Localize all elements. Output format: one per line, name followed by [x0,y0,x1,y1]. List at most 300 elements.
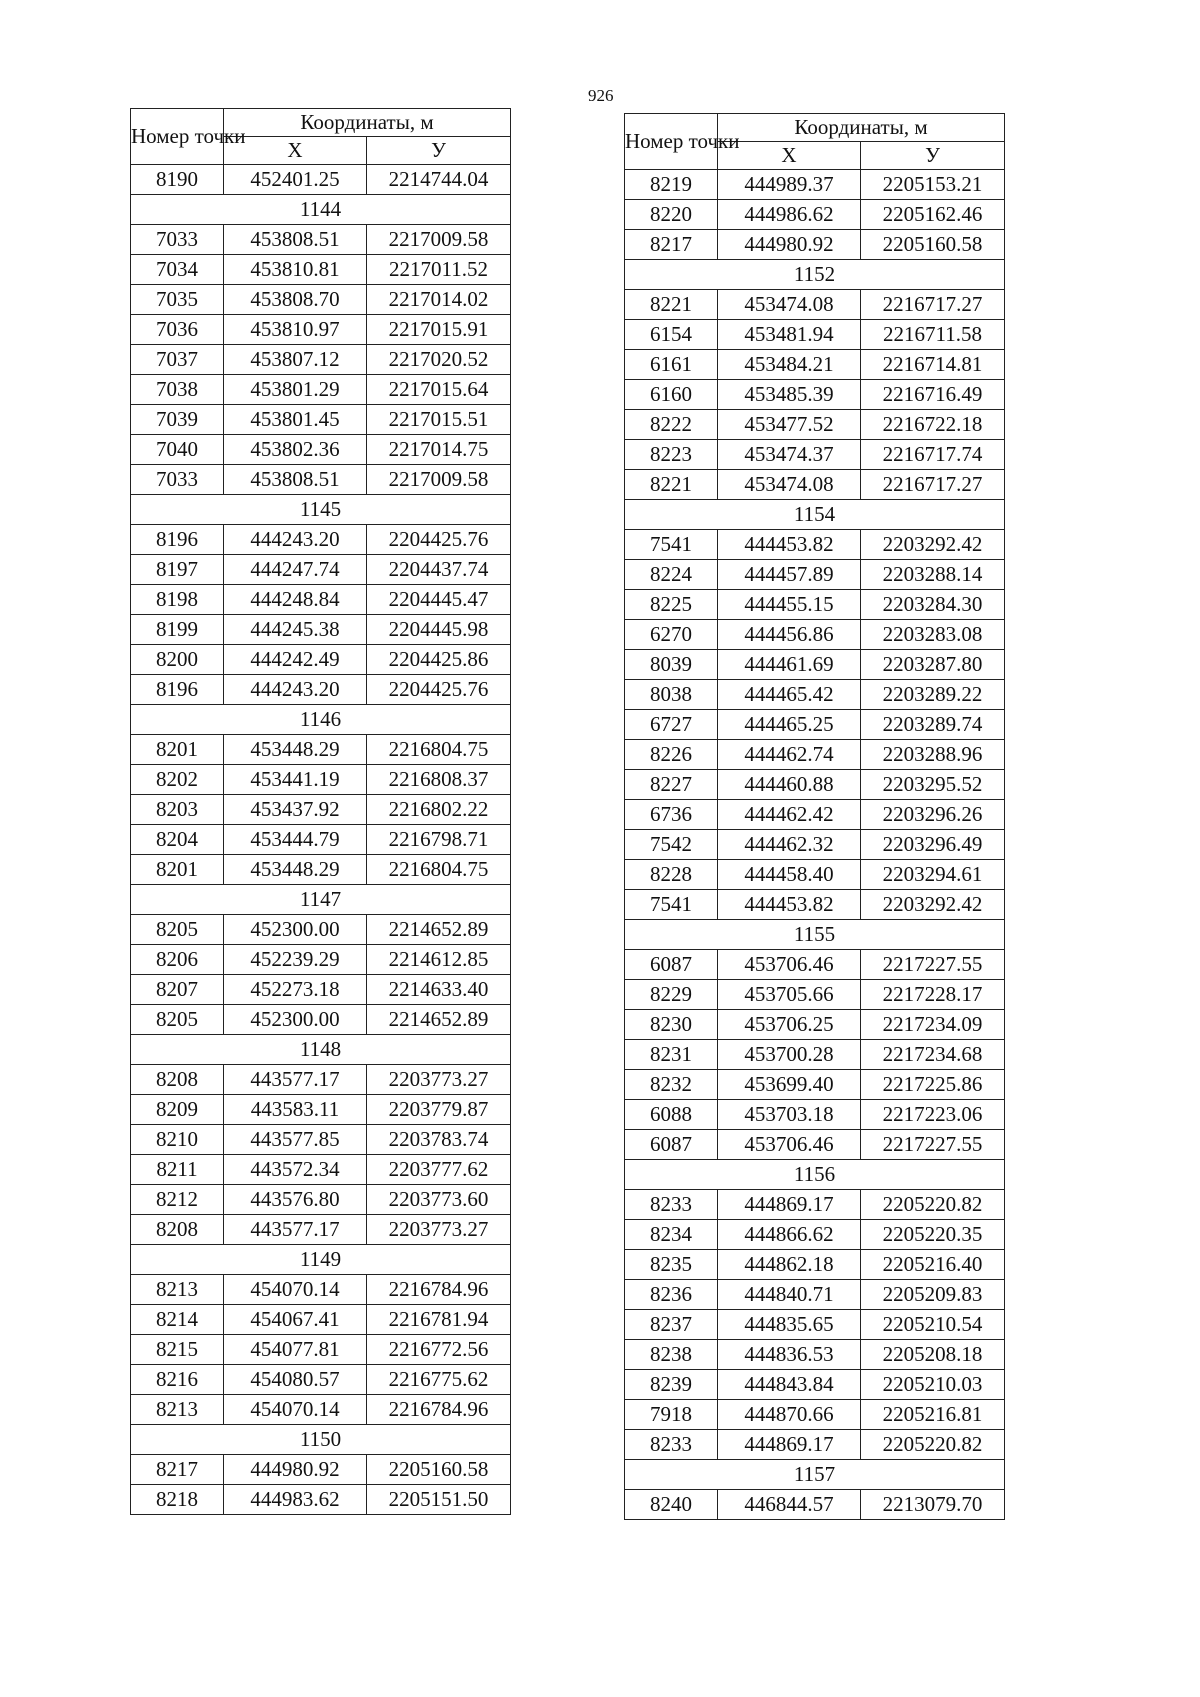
point-number-cell: 6088 [625,1100,718,1130]
x-coordinate-cell: 453484.21 [718,350,861,380]
y-coordinate-cell: 2203289.74 [861,710,1005,740]
y-coordinate-cell: 2203287.80 [861,650,1005,680]
x-coordinate-cell: 444456.86 [718,620,861,650]
y-coordinate-cell: 2214744.04 [367,165,511,195]
section-number: 1148 [131,1035,511,1065]
section-row [131,195,511,225]
y-coordinate-cell: 2203288.96 [861,740,1005,770]
x-coordinate-cell: 444870.66 [718,1400,861,1430]
y-coordinate-cell: 2214633.40 [367,975,511,1005]
y-coordinate-cell: 2216804.75 [367,855,511,885]
section-row [131,885,511,915]
x-coordinate-cell: 443583.11 [224,1095,367,1125]
y-coordinate-cell: 2205209.83 [861,1280,1005,1310]
y-coordinate-cell: 2217225.86 [861,1070,1005,1100]
table-row [625,800,1005,830]
y-coordinate-cell: 2205160.58 [861,230,1005,260]
x-coordinate-cell: 446844.57 [718,1490,861,1520]
point-number-cell: 8230 [625,1010,718,1040]
y-coordinate-cell: 2203773.27 [367,1215,511,1245]
point-number-cell: 8233 [625,1430,718,1460]
point-number-cell: 8228 [625,860,718,890]
header-x: Х [718,142,861,170]
point-number-cell: 8213 [131,1395,224,1425]
y-coordinate-cell: 2205210.54 [861,1310,1005,1340]
point-number-cell: 8226 [625,740,718,770]
point-number-cell: 8218 [131,1485,224,1515]
y-coordinate-cell: 2205220.35 [861,1220,1005,1250]
table-row [625,710,1005,740]
table-row [131,675,511,705]
table-row [625,950,1005,980]
point-number-cell: 8210 [131,1125,224,1155]
table-row [131,555,511,585]
table-row [625,1190,1005,1220]
x-coordinate-cell: 444862.18 [718,1250,861,1280]
section-number: 1150 [131,1425,511,1455]
table-row [625,1430,1005,1460]
x-coordinate-cell: 444835.65 [718,1310,861,1340]
x-coordinate-cell: 453448.29 [224,735,367,765]
x-coordinate-cell: 453703.18 [718,1100,861,1130]
y-coordinate-cell: 2203779.87 [367,1095,511,1125]
point-number-cell: 7040 [131,435,224,465]
point-number-cell: 8208 [131,1065,224,1095]
y-coordinate-cell: 2217015.51 [367,405,511,435]
point-number-cell: 7033 [131,225,224,255]
y-coordinate-cell: 2205210.03 [861,1370,1005,1400]
coordinates-table-right [624,113,1005,1520]
table-row [131,405,511,435]
y-coordinate-cell: 2205160.58 [367,1455,511,1485]
table-body [625,170,1005,1520]
point-number-cell: 8220 [625,200,718,230]
point-number-cell: 8227 [625,770,718,800]
section-number: 1157 [625,1460,1005,1490]
table-row [625,1400,1005,1430]
y-coordinate-cell: 2216784.96 [367,1275,511,1305]
x-coordinate-cell: 452300.00 [224,1005,367,1035]
section-number: 1146 [131,705,511,735]
table-row [131,1005,511,1035]
point-number-cell: 7036 [131,315,224,345]
y-coordinate-cell: 2216775.62 [367,1365,511,1395]
table-row [131,645,511,675]
y-coordinate-cell: 2217009.58 [367,225,511,255]
table-row [131,585,511,615]
table-row [625,410,1005,440]
x-coordinate-cell: 453810.97 [224,315,367,345]
section-row [131,495,511,525]
point-number-cell: 6736 [625,800,718,830]
table-row [625,680,1005,710]
y-coordinate-cell: 2203296.49 [861,830,1005,860]
point-number-cell: 7542 [625,830,718,860]
table-row [625,860,1005,890]
table-row [131,375,511,405]
y-coordinate-cell: 2204425.76 [367,675,511,705]
x-coordinate-cell: 444869.17 [718,1190,861,1220]
point-number-cell: 6161 [625,350,718,380]
y-coordinate-cell: 2217015.91 [367,315,511,345]
table-row [625,890,1005,920]
y-coordinate-cell: 2203295.52 [861,770,1005,800]
point-number-cell: 8239 [625,1370,718,1400]
table-row [131,1335,511,1365]
table-row [625,560,1005,590]
header-y: У [367,137,511,165]
table-row [131,315,511,345]
point-number-cell: 8038 [625,680,718,710]
x-coordinate-cell: 444980.92 [224,1455,367,1485]
point-number-cell: 8221 [625,470,718,500]
y-coordinate-cell: 2205208.18 [861,1340,1005,1370]
table-row [131,1155,511,1185]
table-row [625,1010,1005,1040]
x-coordinate-cell: 453810.81 [224,255,367,285]
y-coordinate-cell: 2203289.22 [861,680,1005,710]
y-coordinate-cell: 2216717.74 [861,440,1005,470]
table-row [625,380,1005,410]
section-number: 1147 [131,885,511,915]
x-coordinate-cell: 443577.85 [224,1125,367,1155]
y-coordinate-cell: 2216722.18 [861,410,1005,440]
x-coordinate-cell: 453481.94 [718,320,861,350]
point-number-cell: 8205 [131,1005,224,1035]
x-coordinate-cell: 444453.82 [718,530,861,560]
x-coordinate-cell: 443572.34 [224,1155,367,1185]
x-coordinate-cell: 444245.38 [224,615,367,645]
y-coordinate-cell: 2217015.64 [367,375,511,405]
x-coordinate-cell: 453706.46 [718,950,861,980]
y-coordinate-cell: 2203284.30 [861,590,1005,620]
x-coordinate-cell: 444243.20 [224,675,367,705]
y-coordinate-cell: 2217227.55 [861,950,1005,980]
y-coordinate-cell: 2205162.46 [861,200,1005,230]
table-row [131,1215,511,1245]
y-coordinate-cell: 2203288.14 [861,560,1005,590]
header-point-number: Номер точки [625,114,718,170]
point-number-cell: 8213 [131,1275,224,1305]
header-y: У [861,142,1005,170]
header-coordinates: Координаты, м [224,109,511,137]
x-coordinate-cell: 453699.40 [718,1070,861,1100]
x-coordinate-cell: 443576.80 [224,1185,367,1215]
section-number: 1144 [131,195,511,225]
x-coordinate-cell: 453808.51 [224,465,367,495]
table-row [131,1455,511,1485]
point-number-cell: 8214 [131,1305,224,1335]
x-coordinate-cell: 444465.42 [718,680,861,710]
x-coordinate-cell: 453441.19 [224,765,367,795]
section-row [131,1245,511,1275]
point-number-cell: 8221 [625,290,718,320]
x-coordinate-cell: 453477.52 [718,410,861,440]
x-coordinate-cell: 444457.89 [718,560,861,590]
table-row [625,470,1005,500]
y-coordinate-cell: 2217009.58 [367,465,511,495]
section-row [625,920,1005,950]
section-number: 1149 [131,1245,511,1275]
y-coordinate-cell: 2205216.40 [861,1250,1005,1280]
point-number-cell: 8222 [625,410,718,440]
y-coordinate-cell: 2216798.71 [367,825,511,855]
coordinates-table-left [130,108,511,1515]
x-coordinate-cell: 444462.32 [718,830,861,860]
section-number: 1145 [131,495,511,525]
header-point-number: Номер точки [131,109,224,165]
table-row [131,975,511,1005]
y-coordinate-cell: 2216711.58 [861,320,1005,350]
x-coordinate-cell: 444869.17 [718,1430,861,1460]
point-number-cell: 8237 [625,1310,718,1340]
table-row [625,830,1005,860]
x-coordinate-cell: 444465.25 [718,710,861,740]
table-row [131,435,511,465]
table-row [625,230,1005,260]
x-coordinate-cell: 444843.84 [718,1370,861,1400]
point-number-cell: 8223 [625,440,718,470]
table-row [131,945,511,975]
x-coordinate-cell: 453474.08 [718,470,861,500]
section-row [625,260,1005,290]
x-coordinate-cell: 444247.74 [224,555,367,585]
y-coordinate-cell: 2217234.68 [861,1040,1005,1070]
y-coordinate-cell: 2205216.81 [861,1400,1005,1430]
y-coordinate-cell: 2204425.86 [367,645,511,675]
point-number-cell: 8039 [625,650,718,680]
x-coordinate-cell: 444460.88 [718,770,861,800]
table-row [625,290,1005,320]
y-coordinate-cell: 2216717.27 [861,470,1005,500]
table-row [625,590,1005,620]
table-row [131,225,511,255]
point-number-cell: 8224 [625,560,718,590]
section-number: 1152 [625,260,1005,290]
y-coordinate-cell: 2216784.96 [367,1395,511,1425]
header-x: Х [224,137,367,165]
x-coordinate-cell: 444453.82 [718,890,861,920]
table-row [131,915,511,945]
table-row [625,1490,1005,1520]
table-row [625,1340,1005,1370]
y-coordinate-cell: 2216804.75 [367,735,511,765]
table-row [625,770,1005,800]
x-coordinate-cell: 454070.14 [224,1275,367,1305]
y-coordinate-cell: 2203294.61 [861,860,1005,890]
table-row [625,1130,1005,1160]
point-number-cell: 8231 [625,1040,718,1070]
point-number-cell: 8201 [131,855,224,885]
y-coordinate-cell: 2203283.08 [861,620,1005,650]
x-coordinate-cell: 454080.57 [224,1365,367,1395]
table-row [131,1125,511,1155]
x-coordinate-cell: 444461.69 [718,650,861,680]
y-coordinate-cell: 2217227.55 [861,1130,1005,1160]
header-coordinates: Координаты, м [718,114,1005,142]
y-coordinate-cell: 2204437.74 [367,555,511,585]
point-number-cell: 8233 [625,1190,718,1220]
point-number-cell: 8229 [625,980,718,1010]
table-row [131,735,511,765]
point-number-cell: 7918 [625,1400,718,1430]
table-row [131,1485,511,1515]
x-coordinate-cell: 453444.79 [224,825,367,855]
x-coordinate-cell: 453474.37 [718,440,861,470]
x-coordinate-cell: 454067.41 [224,1305,367,1335]
point-number-cell: 7037 [131,345,224,375]
table-row [625,1100,1005,1130]
x-coordinate-cell: 444989.37 [718,170,861,200]
point-number-cell: 8217 [131,1455,224,1485]
y-coordinate-cell: 2214652.89 [367,1005,511,1035]
point-number-cell: 6087 [625,1130,718,1160]
x-coordinate-cell: 453801.45 [224,405,367,435]
section-row [625,1460,1005,1490]
x-coordinate-cell: 452300.00 [224,915,367,945]
table-row [131,345,511,375]
point-number-cell: 8196 [131,675,224,705]
point-number-cell: 8225 [625,590,718,620]
point-number-cell: 8208 [131,1215,224,1245]
table-row [625,1220,1005,1250]
table-row [131,855,511,885]
table-row [625,1370,1005,1400]
section-number: 1155 [625,920,1005,950]
x-coordinate-cell: 453807.12 [224,345,367,375]
point-number-cell: 7541 [625,530,718,560]
y-coordinate-cell: 2205153.21 [861,170,1005,200]
table-row [625,1280,1005,1310]
point-number-cell: 8219 [625,170,718,200]
y-coordinate-cell: 2216716.49 [861,380,1005,410]
table-row [131,1185,511,1215]
y-coordinate-cell: 2203292.42 [861,530,1005,560]
table-row [131,1065,511,1095]
y-coordinate-cell: 2217234.09 [861,1010,1005,1040]
x-coordinate-cell: 443577.17 [224,1065,367,1095]
table-row [131,1365,511,1395]
y-coordinate-cell: 2216802.22 [367,795,511,825]
table-row [131,285,511,315]
x-coordinate-cell: 444455.15 [718,590,861,620]
x-coordinate-cell: 453706.46 [718,1130,861,1160]
x-coordinate-cell: 452239.29 [224,945,367,975]
y-coordinate-cell: 2203783.74 [367,1125,511,1155]
point-number-cell: 8235 [625,1250,718,1280]
table-row [625,170,1005,200]
table-row [625,650,1005,680]
x-coordinate-cell: 444836.53 [718,1340,861,1370]
point-number-cell: 8234 [625,1220,718,1250]
page-number: 926 [588,86,614,105]
table-row [625,620,1005,650]
table-row [131,165,511,195]
y-coordinate-cell: 2217011.52 [367,255,511,285]
point-number-cell: 7035 [131,285,224,315]
y-coordinate-cell: 2217020.52 [367,345,511,375]
table-row [625,1250,1005,1280]
point-number-cell: 8196 [131,525,224,555]
table-row [625,1070,1005,1100]
y-coordinate-cell: 2204445.98 [367,615,511,645]
x-coordinate-cell: 444986.62 [718,200,861,230]
y-coordinate-cell: 2216714.81 [861,350,1005,380]
section-row [131,1035,511,1065]
x-coordinate-cell: 443577.17 [224,1215,367,1245]
table-row [625,740,1005,770]
point-number-cell: 6160 [625,380,718,410]
point-number-cell: 8216 [131,1365,224,1395]
point-number-cell: 8215 [131,1335,224,1365]
table-row [625,200,1005,230]
y-coordinate-cell: 2214652.89 [367,915,511,945]
x-coordinate-cell: 453808.51 [224,225,367,255]
point-number-cell: 6270 [625,620,718,650]
x-coordinate-cell: 444243.20 [224,525,367,555]
point-number-cell: 7038 [131,375,224,405]
y-coordinate-cell: 2216717.27 [861,290,1005,320]
point-number-cell: 8212 [131,1185,224,1215]
table-row [625,320,1005,350]
y-coordinate-cell: 2217014.02 [367,285,511,315]
section-number: 1154 [625,500,1005,530]
point-number-cell: 8240 [625,1490,718,1520]
x-coordinate-cell: 453802.36 [224,435,367,465]
point-number-cell: 8190 [131,165,224,195]
x-coordinate-cell: 453808.70 [224,285,367,315]
x-coordinate-cell: 453448.29 [224,855,367,885]
x-coordinate-cell: 453485.39 [718,380,861,410]
table-row [625,1040,1005,1070]
x-coordinate-cell: 444980.92 [718,230,861,260]
x-coordinate-cell: 444462.42 [718,800,861,830]
y-coordinate-cell: 2216808.37 [367,765,511,795]
table-row [131,765,511,795]
section-row [131,1425,511,1455]
y-coordinate-cell: 2213079.70 [861,1490,1005,1520]
point-number-cell: 7039 [131,405,224,435]
point-number-cell: 8201 [131,735,224,765]
table-row [131,255,511,285]
y-coordinate-cell: 2217014.75 [367,435,511,465]
point-number-cell: 8236 [625,1280,718,1310]
point-number-cell: 6087 [625,950,718,980]
y-coordinate-cell: 2203773.27 [367,1065,511,1095]
point-number-cell: 8197 [131,555,224,585]
x-coordinate-cell: 453437.92 [224,795,367,825]
section-number: 1156 [625,1160,1005,1190]
table-row [625,350,1005,380]
x-coordinate-cell: 444248.84 [224,585,367,615]
table-row [625,440,1005,470]
y-coordinate-cell: 2204445.47 [367,585,511,615]
point-number-cell: 6154 [625,320,718,350]
point-number-cell: 8238 [625,1340,718,1370]
section-row [625,1160,1005,1190]
point-number-cell: 8209 [131,1095,224,1125]
table-row [625,980,1005,1010]
x-coordinate-cell: 444458.40 [718,860,861,890]
y-coordinate-cell: 2217228.17 [861,980,1005,1010]
point-number-cell: 8200 [131,645,224,675]
point-number-cell: 8207 [131,975,224,1005]
x-coordinate-cell: 454070.14 [224,1395,367,1425]
y-coordinate-cell: 2216772.56 [367,1335,511,1365]
y-coordinate-cell: 2205151.50 [367,1485,511,1515]
table-row [131,1275,511,1305]
x-coordinate-cell: 453705.66 [718,980,861,1010]
